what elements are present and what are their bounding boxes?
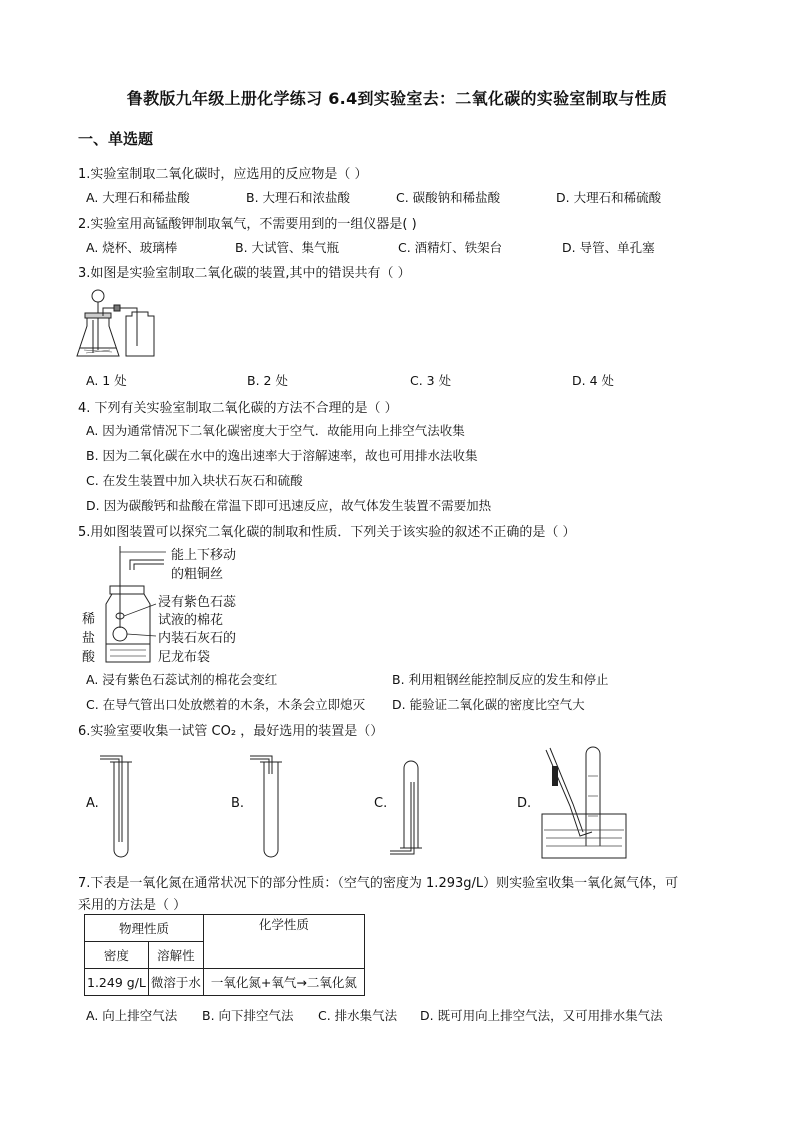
q2-option-d: D. 导管、单孔塞 — [562, 240, 655, 255]
q6-option-a: A. — [86, 796, 99, 811]
table-cell-reaction: 一氧化氮+氧气→二氧化氮 — [203, 969, 364, 996]
table-header-chemical: 化学性质 — [203, 915, 364, 969]
collection-setup-a-figure — [98, 752, 148, 862]
q6-option-d: D. — [517, 796, 532, 811]
question-3-stem: 3.如图是实验室制取二氧化碳的装置,其中的错误共有（ ） — [78, 266, 411, 281]
q2-option-b: B. 大试管、集气瓶 — [235, 240, 340, 255]
q7-option-b: B. 向下排空气法 — [202, 1008, 294, 1023]
q4-option-b: B. 因为二氧化碳在水中的逸出速率大于溶解速率，故也可用排水法收集 — [86, 448, 478, 463]
q5-option-d: D. 能验证二氧化碳的密度比空气大 — [392, 697, 585, 712]
question-7-stem: 7.下表是一氧化氮在通常状况下的部分性质：（空气的密度为 1.293g/L）则实验室收集一氧化氮气体，可 — [78, 876, 679, 891]
label-copper-wire-2: 的粗铜丝 — [171, 567, 224, 582]
table-header-solubility: 溶解性 — [148, 942, 203, 969]
q4-option-c: C. 在发生装置中加入块状石灰石和硫酸 — [86, 473, 303, 488]
q4-option-a: A. 因为通常情况下二氧化碳密度大于空气．故能用向上排空气法收集 — [86, 423, 465, 438]
label-acid-2: 盐 — [82, 631, 96, 646]
q1-option-a: A. 大理石和稀盐酸 — [86, 190, 190, 205]
co2-apparatus-figure — [74, 286, 164, 362]
nitric-oxide-properties-table — [84, 914, 365, 996]
q3-option-a: A. 1 处 — [86, 373, 127, 388]
question-1-stem: 1.实验室制取二氧化碳时，应选用的反应物是（ ） — [78, 167, 368, 182]
q1-option-d: D. 大理石和稀硫酸 — [556, 190, 662, 205]
q6-option-c: C. — [374, 796, 388, 811]
table-header-physical: 物理性质 — [85, 915, 204, 942]
q7-option-d: D. 既可用向上排空气法，又可用排水集气法 — [420, 1008, 663, 1023]
question-4-stem: 4. 下列有关实验室制取二氧化碳的方法不合理的是（ ） — [78, 401, 398, 416]
q5-option-b: B. 利用粗钢丝能控制反应的发生和停止 — [392, 672, 609, 687]
label-litmus-cotton: 浸有紫色石蕊 — [158, 595, 237, 610]
q1-option-b: B. 大理石和浓盐酸 — [246, 190, 351, 205]
collection-setup-d-figure — [540, 746, 632, 862]
question-6-stem: 6.实验室要收集一试管 CO₂ ，最好选用的装置是（） — [78, 724, 384, 739]
table-cell-density: 1.249 g/L — [85, 969, 149, 996]
label-copper-wire: 能上下移动 — [171, 548, 237, 563]
label-acid-1: 稀 — [82, 612, 96, 627]
q2-option-a: A. 烧杯、玻璃棒 — [86, 240, 178, 255]
q7-option-a: A. 向上排空气法 — [86, 1008, 178, 1023]
collection-setup-c-figure — [388, 752, 438, 862]
question-7-stem-2: 采用的方法是（ ） — [78, 898, 187, 913]
q3-option-b: B. 2 处 — [247, 373, 288, 388]
q2-option-c: C. 酒精灯、铁架台 — [398, 240, 503, 255]
table-cell-solubility: 微溶于水 — [148, 969, 203, 996]
question-2-stem: 2.实验室用高锰酸钾制取氧气，不需要用到的一组仪器是( ) — [78, 217, 417, 232]
page-title: 鲁教版九年级上册化学练习 6.4到实验室去：二氧化碳的实验室制取与性质 — [126, 89, 668, 108]
q7-option-c: C. 排水集气法 — [318, 1008, 398, 1023]
label-nylon-bag: 内装石灰石的 — [158, 631, 237, 646]
label-nylon-bag-2: 尼龙布袋 — [158, 650, 211, 665]
table-header-density: 密度 — [85, 942, 149, 969]
q4-option-d: D. 因为碳酸钙和盐酸在常温下即可迅速反应，故气体发生装置不需要加热 — [86, 498, 492, 513]
q3-option-d: D. 4 处 — [572, 373, 614, 388]
question-5-stem: 5.用如图装置可以探究二氧化碳的制取和性质．下列关于该实验的叙述不正确的是（ ） — [78, 525, 576, 540]
q3-option-c: C. 3 处 — [410, 373, 452, 388]
q5-option-c: C. 在导气管出口处放燃着的木条，木条会立即熄灭 — [86, 697, 366, 712]
q5-option-a: A. 浸有紫色石蕊试剂的棉花会变红 — [86, 672, 278, 687]
label-litmus-cotton-2: 试液的棉花 — [158, 613, 224, 628]
section-heading: 一、单选题 — [78, 130, 154, 148]
q6-option-b: B. — [231, 796, 245, 811]
collection-setup-b-figure — [248, 752, 298, 862]
label-acid-3: 酸 — [82, 650, 96, 665]
q1-option-c: C. 碳酸钠和稀盐酸 — [396, 190, 501, 205]
